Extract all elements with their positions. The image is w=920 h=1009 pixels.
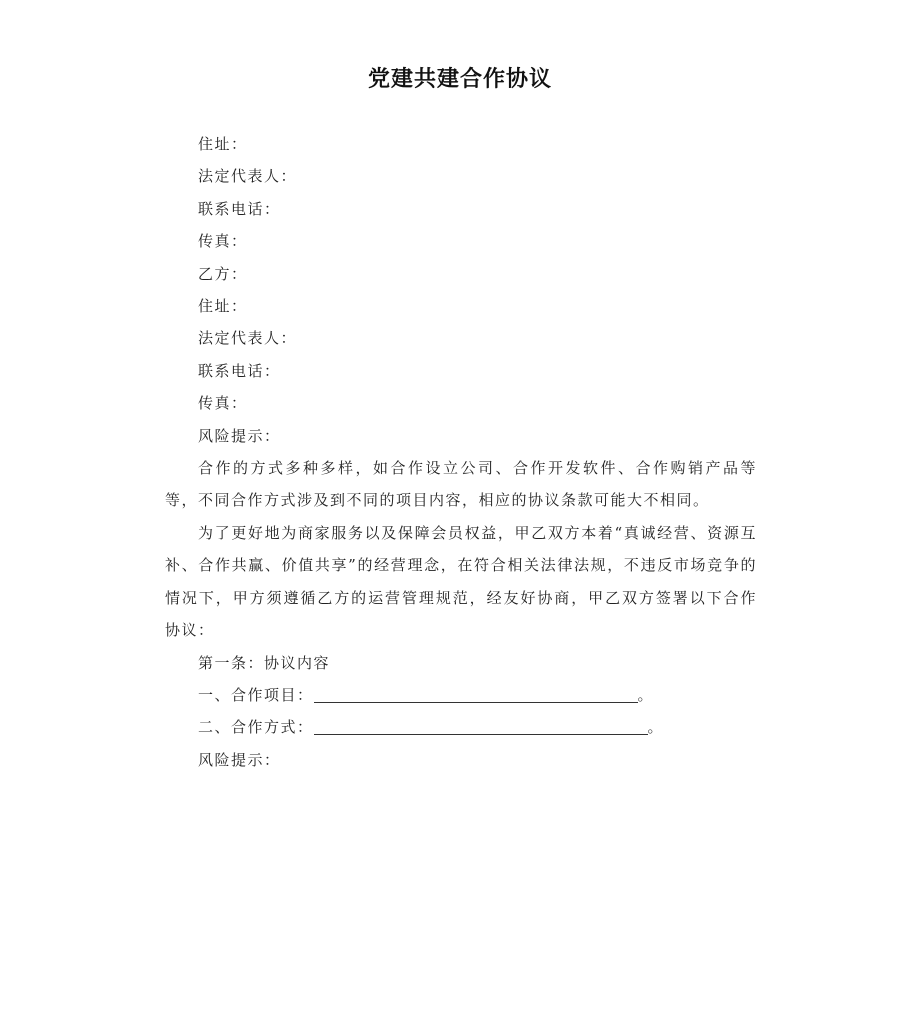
cooperation-method-end: 。 [647,718,665,737]
cooperation-project-line [165,679,757,711]
cooperation-project-label: 一、合作项目： [198,685,314,704]
cooperation-method-line [165,711,757,743]
agreement-preamble-paragraph: 为了更好地为商家服务以及保障会员权益，甲乙双方本着“真诚经营、资源互补、合作共赢、价值共享”的经营理念，在符合相关法律法规，不违反市场竞争的情况下，甲方须遵循乙方的运营管理规范，经友好协商，甲乙双方签署以下合作协议： [165,523,757,640]
party-b-address-line: 住址： [198,297,248,316]
party-a-phone-line: 联系电话： [198,199,281,218]
party-b-line: 乙方： [198,264,248,283]
cooperation-method-label: 二、合作方式： [198,718,314,737]
article-1-heading: 第一条：协议内容 [198,653,331,672]
party-b-phone-line: 联系电话： [198,361,281,380]
party-a-legal-rep-line: 法定代表人： [198,167,298,186]
party-a-address-line: 住址： [198,135,248,153]
document-body [165,128,757,776]
party-b-legal-rep-line: 法定代表人： [198,329,298,348]
cooperation-methods-paragraph: 合作的方式多种多样，如合作设立公司、合作开发软件、合作购销产品等等，不同合作方式涉及到不同的项目内容，相应的协议条款可能大不相同。 [165,459,757,510]
cooperation-project-end: 。 [637,685,655,704]
cooperation-project-blank [314,686,638,703]
final-risk-notice-line: 风险提示： [198,750,281,769]
party-a-fax-line: 传真： [198,232,248,251]
risk-notice-line: 风险提示： [198,426,281,445]
cooperation-method-blank [314,718,648,735]
document-title: 党建共建合作协议 [367,67,552,92]
party-b-fax-line: 传真： [198,394,248,413]
